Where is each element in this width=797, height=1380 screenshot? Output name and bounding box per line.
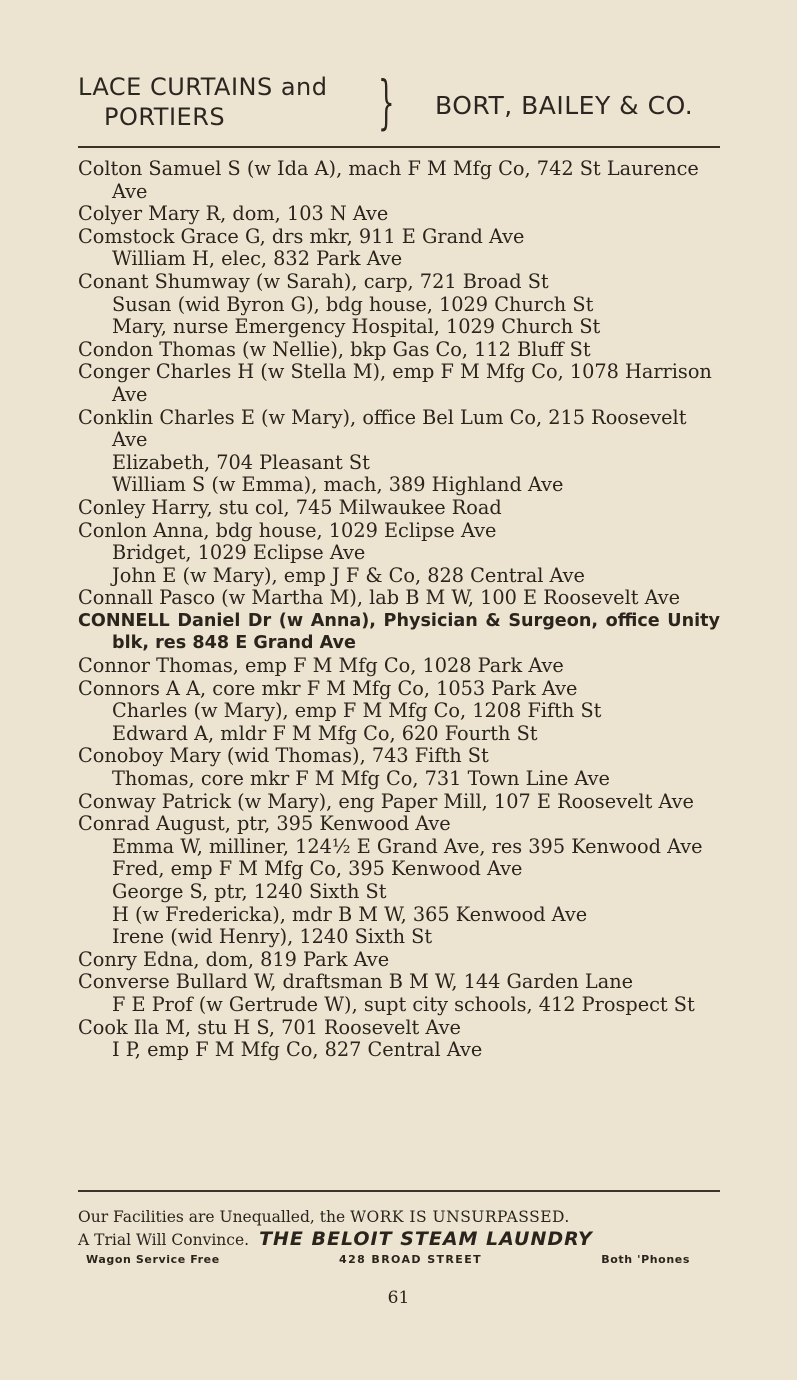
directory-entry: CONNELL Daniel Dr (w Anna), Physician & Surgeon, office Unity blk, res 848 E Grand Ave xyxy=(78,610,720,654)
directory-entry: F E Prof (w Gertrude W), supt city schools, 412 Prospect St xyxy=(112,992,695,1016)
advert-line1-b: WORK IS UNSURPASSED. xyxy=(350,1208,570,1226)
header-left-line1: LACE CURTAINS and xyxy=(78,73,328,101)
page-number: 61 xyxy=(387,1288,410,1308)
directory-entry: Irene (wid Henry), 1240 Sixth St xyxy=(112,925,433,949)
directory-entry: William S (w Emma), mach, 389 Highland Ave xyxy=(112,473,564,497)
advert-line3 xyxy=(78,1253,720,1266)
advert-phones: Both 'Phones xyxy=(601,1253,690,1266)
advert-brand: THE BELOIT STEAM LAUNDRY xyxy=(259,1228,593,1250)
directory-entry: Conley Harry, stu col, 745 Milwaukee Road xyxy=(78,495,502,519)
advert-line1-a: Our Facilities are Unequalled, the xyxy=(78,1208,346,1226)
directory-entry: I P, emp F M Mfg Co, 827 Central Ave xyxy=(112,1038,483,1062)
directory-entry: H (w Fredericka), mdr B M W, 365 Kenwood Ave xyxy=(112,902,588,926)
directory-entry: Connall Pasco (w Martha M), lab B M W, 100 E Roosevelt Ave xyxy=(78,586,681,610)
directory-entry: Condon Thomas (w Nellie), bkp Gas Co, 112 Bluff St xyxy=(78,337,591,361)
directory-entry: Charles (w Mary), emp F M Mfg Co, 1208 Fifth St xyxy=(112,699,602,723)
directory-entry: Edward A, mldr F M Mfg Co, 620 Fourth St xyxy=(112,721,538,745)
directory-entry: Connors A A, core mkr F M Mfg Co, 1053 Park Ave xyxy=(78,676,578,700)
header-brace: } xyxy=(378,68,395,136)
footer-rule xyxy=(78,1190,720,1192)
header-rule xyxy=(78,146,720,148)
directory-entry: Emma W, milliner, 124½ E Grand Ave, res 395 Kenwood Ave xyxy=(112,834,703,858)
directory-entry: Cook Ila M, stu H S, 701 Roosevelt Ave xyxy=(78,1015,461,1039)
advert-wagon: Wagon Service Free xyxy=(86,1253,220,1266)
header-left-advert xyxy=(78,72,327,132)
directory-entry: Bridget, 1029 Eclipse Ave xyxy=(112,541,366,565)
directory-entry: Conoboy Mary (wid Thomas), 743 Fifth St xyxy=(78,744,489,768)
directory-entry: Colton Samuel S (w Ida A), mach F M Mfg Co, 742 St Laurence Ave xyxy=(78,157,699,203)
directory-entry: William H, elec, 832 Park Ave xyxy=(112,247,403,271)
directory-entry: Conway Patrick (w Mary), eng Paper Mill, 107 E Roosevelt Ave xyxy=(78,789,694,813)
directory-entry: Mary, nurse Emergency Hospital, 1029 Church St xyxy=(112,315,601,339)
advert-address: 428 BROAD STREET xyxy=(339,1253,483,1266)
directory-entry: Conant Shumway (w Sarah), carp, 721 Broad St xyxy=(78,269,549,293)
page-header xyxy=(78,64,720,144)
directory-entry: Converse Bullard W, draftsman B M W, 144 Garden Lane xyxy=(78,970,634,994)
directory-entry: Colyer Mary R, dom, 103 N Ave xyxy=(78,202,389,226)
directory-entry: Conry Edna, dom, 819 Park Ave xyxy=(78,947,390,971)
header-right-advert: BORT, BAILEY & CO. xyxy=(435,91,694,120)
directory-entry: Conger Charles H (w Stella M), emp F M Mfg Co, 1078 Harrison Ave xyxy=(78,360,712,406)
directory-entry: Elizabeth, 704 Pleasant St xyxy=(112,450,370,474)
advert-line2 xyxy=(78,1228,720,1250)
directory-entry: Fred, emp F M Mfg Co, 395 Kenwood Ave xyxy=(112,857,523,881)
advert-line1 xyxy=(78,1206,720,1228)
directory-entry: Conlon Anna, bdg house, 1029 Eclipse Ave xyxy=(78,518,497,542)
directory-entry: Conklin Charles E (w Mary), office Bel Lum Co, 215 Roosevelt Ave xyxy=(78,405,687,452)
directory-entry: Thomas, core mkr F M Mfg Co, 731 Town Line Ave xyxy=(112,767,610,791)
header-left-line2: PORTIERS xyxy=(104,103,226,131)
advert-trial: A Trial Will Convince. xyxy=(78,1231,250,1249)
directory-entry: Conrad August, ptr, 395 Kenwood Ave xyxy=(78,812,451,836)
directory-entry: John E (w Mary), emp J F & Co, 828 Central Ave xyxy=(112,563,585,587)
directory-entries xyxy=(78,158,720,1062)
directory-entry: Connor Thomas, emp F M Mfg Co, 1028 Park Ave xyxy=(78,654,564,678)
directory-entry: Susan (wid Byron G), bdg house, 1029 Church St xyxy=(112,292,594,316)
laundry-advert xyxy=(78,1206,720,1266)
directory-entry: Comstock Grace G, drs mkr, 911 E Grand Ave xyxy=(78,224,525,248)
directory-entry: George S, ptr, 1240 Sixth St xyxy=(112,880,387,903)
